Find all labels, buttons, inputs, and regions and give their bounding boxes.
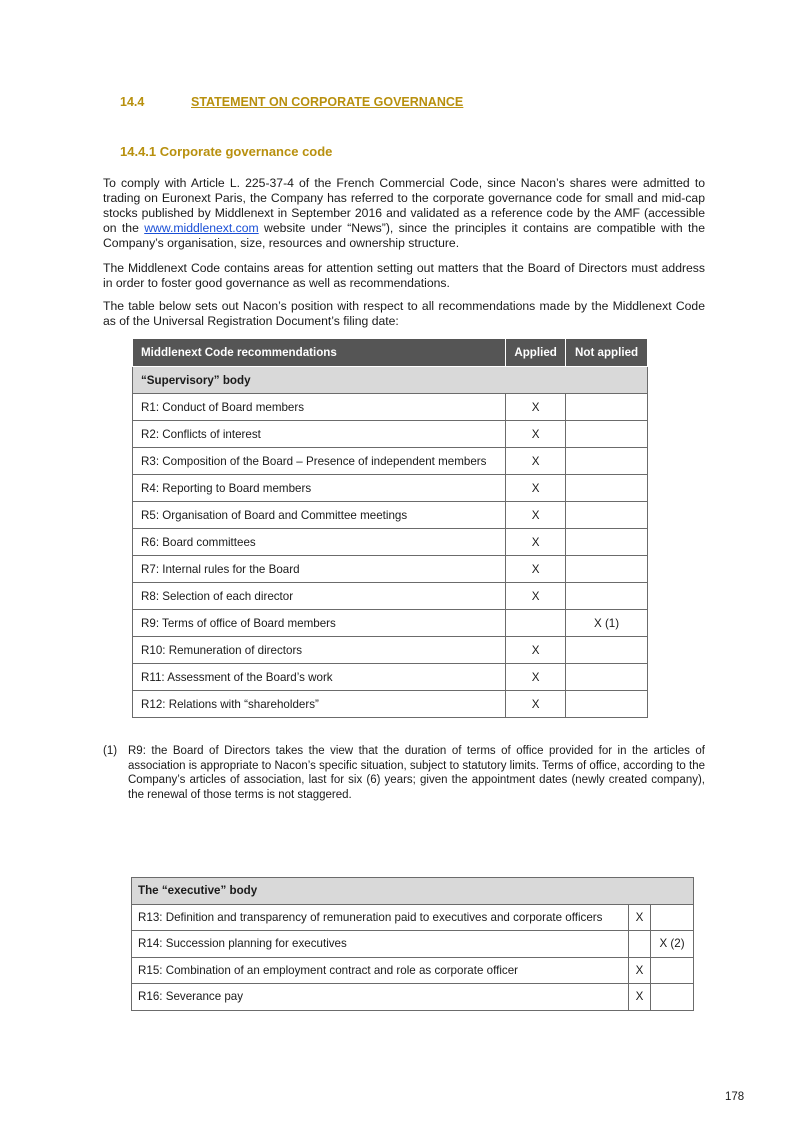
recommendation-cell: R10: Remuneration of directors [133, 637, 506, 664]
table-row [133, 529, 648, 556]
table-row [132, 904, 694, 931]
table-header-row [133, 339, 648, 367]
table-intro-paragraph: The table below sets out Nacon’s position with respect to all recommendations made by the Middlenext Code as of the Universal Registration Document’s filing date: [103, 299, 705, 328]
table-row [133, 610, 648, 637]
recommendation-cell: R9: Terms of office of Board members [133, 610, 506, 637]
applied-cell: X [506, 502, 566, 529]
footnote-label: (1) [103, 745, 118, 757]
header-applied: Applied [506, 339, 566, 367]
table-row [133, 637, 648, 664]
footnote-text: R9: the Board of Directors takes the view that the duration of terms of office provided for in the articles of association is appropriate to Nacon’s specific situation, subject to statutory limits. Terms of office, according to the Company’s articles of association, last for six (6) years; given the appointment dates (newly created company), the renewal of those terms is not staggered. [128, 745, 705, 801]
applied-cell: X [506, 556, 566, 583]
recommendation-cell: R5: Organisation of Board and Committee meetings [133, 502, 506, 529]
not-applied-cell [566, 637, 648, 664]
recommendations-table [132, 338, 648, 718]
recommendation-cell: R16: Severance pay [132, 984, 629, 1011]
footnote [103, 744, 705, 802]
intro-paragraph [103, 176, 705, 251]
header-recommendations: Middlenext Code recommendations [133, 339, 506, 367]
middlenext-link[interactable]: www.middlenext.com [144, 221, 259, 235]
section-number: 14.4 [120, 95, 145, 109]
intro-text-start: To comply with Article L. 225-37-4 of the French Commercial Code, since Nacon’s shares were admitted to trading on Euronext Paris, the Company has referred to the corporate governance code for small and mid-cap stocks published by Middlenext in September 2016 and validated as a reference code by the AMF (accessible on the [103, 176, 705, 235]
intro-text-end: website under “News”), since the principles it contains are compatible with the Company’s organisation, size, resources and ownership structure. [103, 221, 705, 250]
applied-cell: X [506, 664, 566, 691]
table-row [132, 984, 694, 1011]
applied-cell: X [629, 984, 651, 1011]
recommendation-cell: R2: Conflicts of interest [133, 421, 506, 448]
applied-cell: X [629, 904, 651, 931]
group-executive: The “executive” body [132, 878, 694, 905]
not-applied-cell [566, 583, 648, 610]
applied-cell: X [506, 475, 566, 502]
recommendations-body [133, 394, 648, 718]
table-row [133, 691, 648, 718]
recommendation-cell: R15: Combination of an employment contract and role as corporate officer [132, 957, 629, 984]
executive-body [132, 904, 694, 1010]
middlenext-paragraph: The Middlenext Code contains areas for attention setting out matters that the Board of Directors must address in order to foster good governance as well as recommendations. [103, 261, 705, 290]
not-applied-cell [566, 421, 648, 448]
not-applied-cell [566, 394, 648, 421]
recommendation-cell: R12: Relations with “shareholders” [133, 691, 506, 718]
recommendation-cell: R11: Assessment of the Board’s work [133, 664, 506, 691]
table-row [132, 931, 694, 958]
applied-cell: X [506, 691, 566, 718]
recommendation-cell: R8: Selection of each director [133, 583, 506, 610]
recommendation-cell: R3: Composition of the Board – Presence of independent members [133, 448, 506, 475]
recommendation-cell: R7: Internal rules for the Board [133, 556, 506, 583]
not-applied-cell [566, 502, 648, 529]
table-row [133, 394, 648, 421]
table-row [132, 957, 694, 984]
table-row [133, 475, 648, 502]
not-applied-cell [566, 691, 648, 718]
not-applied-cell [651, 904, 694, 931]
section-heading [120, 95, 463, 109]
table-row [133, 421, 648, 448]
header-not-applied: Not applied [566, 339, 648, 367]
not-applied-cell [566, 556, 648, 583]
group-row [132, 878, 694, 905]
not-applied-cell [651, 984, 694, 1011]
applied-cell: X [629, 957, 651, 984]
recommendation-cell: R6: Board committees [133, 529, 506, 556]
group-supervisory: “Supervisory” body [133, 367, 648, 394]
applied-cell: X [506, 637, 566, 664]
not-applied-cell [566, 475, 648, 502]
table-row [133, 448, 648, 475]
recommendation-cell: R1: Conduct of Board members [133, 394, 506, 421]
applied-cell: X [506, 421, 566, 448]
table-row [133, 583, 648, 610]
not-applied-cell [566, 664, 648, 691]
applied-cell: X [506, 583, 566, 610]
table-row [133, 502, 648, 529]
page-number: 178 [725, 1091, 745, 1103]
table-row [133, 664, 648, 691]
applied-cell [629, 931, 651, 958]
executive-table [131, 877, 694, 1011]
recommendation-cell: R13: Definition and transparency of remuneration paid to executives and corporate officers [132, 904, 629, 931]
applied-cell [506, 610, 566, 637]
not-applied-cell [566, 448, 648, 475]
applied-cell: X [506, 529, 566, 556]
not-applied-cell [566, 529, 648, 556]
section-title: STATEMENT ON CORPORATE GOVERNANCE [191, 95, 464, 109]
applied-cell: X [506, 394, 566, 421]
not-applied-cell: X (1) [566, 610, 648, 637]
subsection-title: 14.4.1 Corporate governance code [120, 144, 333, 159]
applied-cell: X [506, 448, 566, 475]
recommendation-cell: R14: Succession planning for executives [132, 931, 629, 958]
recommendation-cell: R4: Reporting to Board members [133, 475, 506, 502]
not-applied-cell: X (2) [651, 931, 694, 958]
group-row [133, 367, 648, 394]
not-applied-cell [651, 957, 694, 984]
table-row [133, 556, 648, 583]
